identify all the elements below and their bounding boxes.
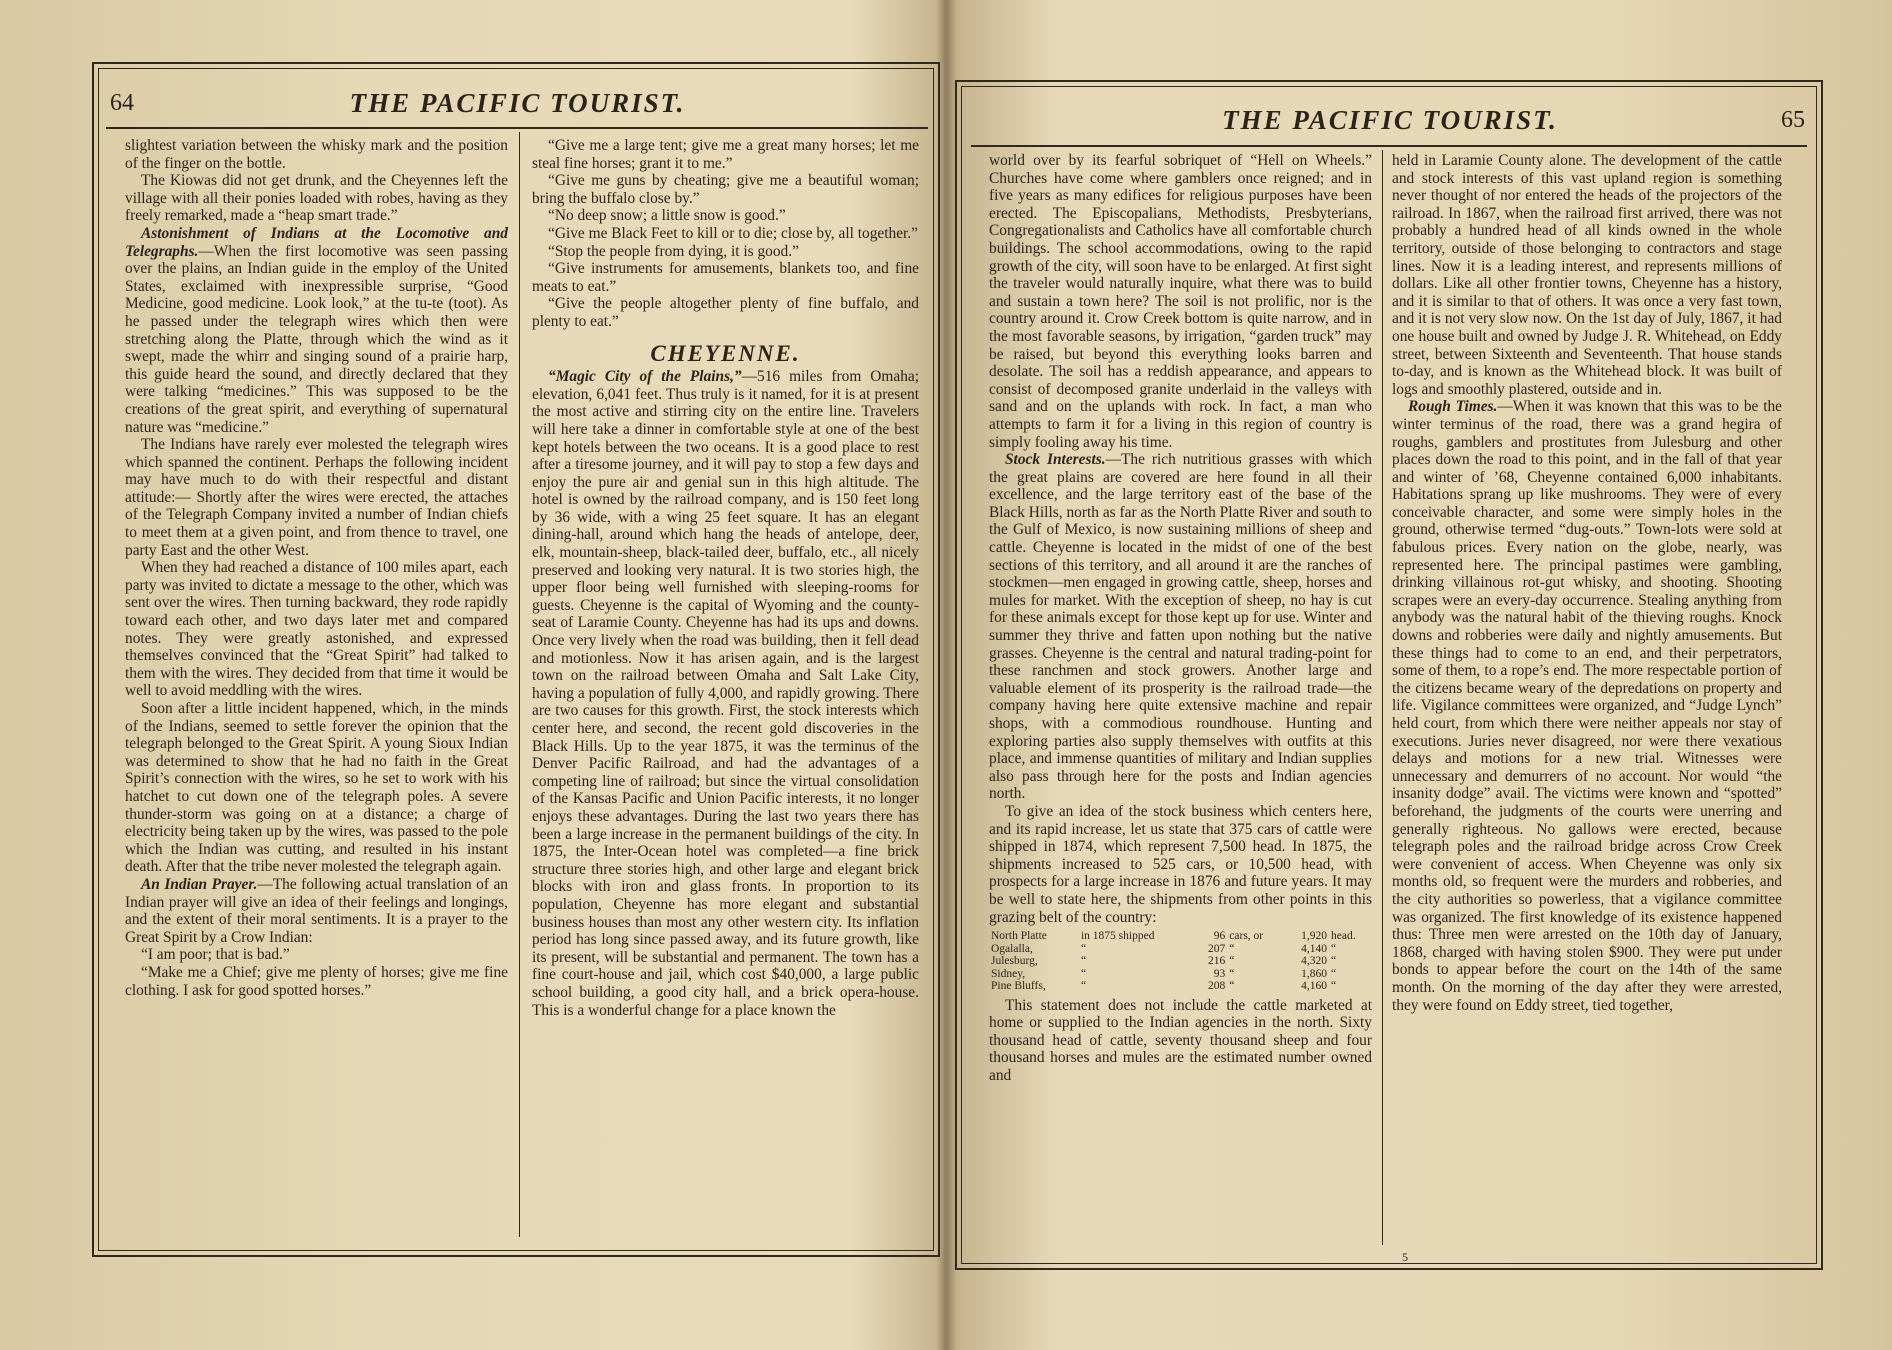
paragraph (532, 243, 919, 261)
left-column-b (532, 137, 919, 1232)
paragraph-subhead: “Magic City of the Plains,” (548, 368, 742, 386)
page-number-left: 64 (110, 90, 134, 116)
shipment-cars: 96 (1213, 930, 1226, 943)
shipment-unit: “ (1229, 980, 1235, 993)
shipments-table (989, 930, 1372, 993)
paragraph-subhead: Rough Times. (1408, 398, 1498, 416)
paragraph-subhead: Stock Interests. (1005, 451, 1106, 469)
right-column-b (1392, 152, 1782, 1242)
paragraph (989, 803, 1372, 926)
shipment-unit: “ (1229, 967, 1235, 980)
paragraph (125, 225, 508, 436)
table-row (989, 943, 1372, 956)
paragraph (532, 172, 919, 207)
shipment-year: “ (1080, 955, 1087, 968)
header-rule-left (106, 127, 928, 129)
paragraph-text: To give an idea of the stock business which centers here, and its rapid increase, let us state that 375 cars of cattle were shipped in 1874, which represent 7,500 head. In 1875, the shipments increased to 525 cars, or 10,500 head, with prospects for a large increase in 1876 and future years. It may be well to state here, the shipments from other points in this grazing belt of the country: (989, 802, 1372, 926)
header-rule-right (971, 145, 1807, 147)
paragraph-text: “Give me Black Feet to kill or to die; close by, all together.” (548, 224, 918, 242)
paragraph (1392, 398, 1782, 1014)
paragraph-text: “Give the people altogether plenty of fine buffalo, and plenty to eat.” (532, 295, 919, 330)
page-number-right: 65 (1781, 107, 1805, 133)
right-column-a (989, 152, 1372, 1242)
signature-mark: 5 (1402, 1250, 1408, 1264)
shipment-head: 4,140 (1301, 942, 1328, 955)
paragraph-text: held in Laramie County alone. The development of the cattle and stock interests of this vast upland region is something never thought of nor entered the heads of the projectors of the railroad. In 1867, when the railroad first arrived, there was not probably a hundred head of all kinds owned in the whole territory, outside of those belonging to contractors and stage lines. Now it is a leading interest, and represents millions of dollars. Like all other frontier towns, Cheyenne has a history, and it is similar to that of others. It was once a very fast town, and it is not very slow now. On the 1st day of July, 1867, it had one house built and owned by Judge J. R. Whitehead, on Eddy street, between Sixteenth and Seventeenth. That house stands to-day, and is known as the Whitehead block. It was built of logs and smoothly plastered, outside and in. (1392, 152, 1782, 398)
paragraph (125, 172, 508, 225)
shipment-place: North Platte (991, 930, 1047, 943)
table-row (989, 955, 1372, 968)
paragraph-subhead: An Indian Prayer. (141, 875, 258, 893)
table-row (989, 930, 1372, 943)
shipment-head: 4,160 (1301, 980, 1328, 993)
shipment-place: Sidney, (991, 967, 1026, 980)
shipment-year: in 1875 shipped (1080, 930, 1155, 943)
paragraph (125, 946, 508, 964)
paragraph (125, 964, 508, 999)
right-page-header (975, 105, 1805, 136)
paragraph-text: “Give me guns by cheating; give me a beautiful woman; bring the buffalo close by.” (532, 172, 919, 207)
paragraph-text: world over by its fearful sobriquet of “Hell on Wheels.” Churches have come where gamblers once reigned; and in five years as many edifices for religious purposes have been erected. The Episcopalians, Methodists, Presbyterians, Congregationalists and Catholics have all comfortable church buildings. The school accommodations, owing to the rapid growth of the city, will soon have to be enlarged. At first sight the traveler would naturally inquire, what there was to build and sustain a town here? The soil is not prolific, nor is the country around it. Crow Creek bottom is quite narrow, and in the most favorable seasons, by irrigation, “garden truck” may be raised, but beyond this everything looks barren and desolate. The soil has a reddish appearance, and appears to consist of decomposed granite underlaid in the valleys with sand and on the uplands with rock. In fact, a man who attempts to farm it for a living in this region of country is simply fooling away his time. (989, 152, 1372, 451)
paragraph (989, 152, 1372, 451)
column-divider-right (1382, 150, 1383, 1245)
table-row (989, 968, 1372, 981)
paragraph-text: “Make me a Chief; give me plenty of horses; give me fine clothing. I ask for good spotted horses.” (125, 963, 508, 999)
paragraph (532, 260, 919, 295)
paragraph-text: Soon after a little incident happened, which, in the minds of the Indians, seemed to settle forever the opinion that the telegraph belonged to the Great Spirit. A young Sioux Indian was determined to show that he had no faith in the Great Spirit’s connection with the wires, so he set to work with his hatchet to cut down one of the telegraph poles. A severe thunder-storm was going on at a distance; a charge of electricity being taken up by the wires, was passed to the pole which the Indian was cutting, and resulted in his instant death. After that the tribe never molested the telegraph again. (125, 700, 508, 876)
running-head-left: THE PACIFIC TOURIST. (349, 88, 686, 118)
paragraph (125, 700, 508, 876)
paragraph-subhead: Astonishment of Indians at the Locomotive and Telegraphs. (125, 224, 508, 260)
shipment-cars: 208 (1208, 980, 1226, 993)
paragraph (125, 436, 508, 559)
paragraph-text: “Give me a large tent; give me a great many horses; let me steal fine horses; grant it to me.” (532, 137, 919, 172)
shipment-head: 1,920 (1301, 930, 1328, 943)
column-divider-left (519, 132, 520, 1237)
paragraph (125, 559, 508, 700)
paragraph (532, 207, 919, 225)
shipment-tail: head. (1331, 930, 1356, 943)
paragraph-text: When they had reached a distance of 100 miles apart, each party was invited to dictate a message to the other, which was sent over the wires. Then turning backward, they rode rapidly toward each other, and two days later met and compared notes. They were greatly astonished, and expressed themselves convinced that the “Great Spirit” had talked to them with the wires. They decided from that time it would be well to avoid meddling with the wires. (125, 559, 508, 700)
paragraph (532, 137, 919, 172)
paragraph (532, 295, 919, 330)
paragraph (532, 225, 919, 243)
left-page (0, 0, 945, 1350)
shipment-tail: “ (1331, 967, 1337, 980)
shipment-cars: 207 (1208, 942, 1226, 955)
paragraph-text: —516 miles from Omaha; elevation, 6,041 feet. Thus truly is it named, for it is at present the most active and stirring city on the entire line. Travelers will here take a dinner in comfortable style at one of the best kept hotels between the two oceans. It is a good place to rest after a tiresome journey, and it will pay to stop a few days and enjoy the pure air and genial sun in this high altitude. The hotel is owned by the railroad company, and is 150 feet long by 36 wide, with a wing 25 feet square. It has an elegant dining-hall, around which hang the heads of antelope, deer, elk, mountain-sheep, black-tailed deer, buffalo, etc., all nicely preserved and looking very natural. It is two stories high, the upper floor being well furnished with sleeping-rooms for guests. Cheyenne is the capital of Wyoming and the county-seat of Laramie County. Cheyenne has had its ups and downs. Once very lively when the road was building, then it fell dead and motionless. Now it has arisen again, and is the largest town on the railroad between Omaha and Salt Lake City, having a population of fully 4,000, and rapidly growing. There are two causes for this growth. First, the stock interests which center here, and second, the recent gold discoveries in the Black Hills. Up to the year 1875, it was the terminus of the Denver Pacific Railroad, and had the advantages of a competing line of railroad; but since the virtual consolidation of the Kansas Pacific and Union Pacific interests, it no longer enjoys these advantages. During the last two years there has been a large increase in the permanent buildings of the city. In 1875, the Inter-Ocean hotel was completed—a fine brick structure three stories high, and other large and elegant brick blocks with iron and glass fronts. In proportion to its population, Cheyenne has more elegant and substantial business houses than most any other western city. Its inflation period has long since passed away, and its future growth, like its present, will be substantial and permanent. The town has a fine court-house and jail, which cost $40,000, a large public school building, a good city hall, and a brick opera-house. This is a wonderful change for a place known the (532, 368, 919, 1019)
paragraph-text: —The rich nutritious grasses with which the great plains are covered are here found in all their excellence, and the large territory east of the base of the Black Hills, north as far as the North Platte River and south to the Gulf of Mexico, is now sustaining millions of sheep and cattle. Cheyenne is located in the midst of one of the best sections of this territory, and all around it are the ranches of stockmen—men engaged in growing cattle, sheep, horses and mules for market. With the exception of sheep, no hay is cut for these animals except for those kept up for use. Winter and summer they thrive and fatten upon nothing but the native grasses. Cheyenne is the central and natural trading-point for these ranchmen and stock growers. Another large and valuable element of its prosperity is the railroad trade—the company having here quite extensive machine and repair shops, with a commodious roundhouse. Hunting and exploring parties also supply themselves with outfits at this place, and immense quantities of military and Indian supplies also pass through here for the posts and Indian agencies north. (989, 451, 1372, 803)
shipment-place: Ogalalla, (991, 942, 1033, 955)
shipment-tail: “ (1331, 980, 1337, 993)
table-row (989, 980, 1372, 993)
shipment-tail: “ (1331, 955, 1337, 968)
shipment-tail: “ (1331, 942, 1337, 955)
shipment-year: “ (1080, 967, 1087, 980)
section-title-cheyenne: CHEYENNE. (650, 340, 801, 366)
paragraph (989, 997, 1372, 1085)
shipment-head: 1,860 (1301, 967, 1328, 980)
paragraph-text: “Stop the people from dying, it is good.” (548, 242, 799, 260)
paragraph-text: This statement does not include the cattle marketed at home or supplied to the Indian agencies in the north. Sixty thousand head of cattle, seventy thousand sheep and four thousand horses and mules are the estimated number owned and (989, 996, 1372, 1084)
shipment-year: “ (1080, 980, 1087, 993)
paragraph-text: The Kiowas did not get drunk, and the Cheyennes left the village with all their ponies loaded with robes, having as they freely remarked, made a “heap smart trade.” (125, 172, 508, 225)
shipment-head: 4,320 (1301, 955, 1328, 968)
running-head-right: THE PACIFIC TOURIST. (1222, 105, 1558, 135)
shipment-unit: “ (1229, 955, 1235, 968)
shipment-place: Julesburg, (991, 955, 1038, 968)
paragraph-text: —When it was known that this was to be the winter terminus of the road, there was a grand hegira of roughs, gamblers and prostitutes from Julesburg and other places down the road to this point, and in the fall of that year and winter of ’68, Cheyenne contained 6,000 inhabitants. Habitations sprang up like mushrooms. They were of every conceivable character, and some were simply holes in the ground, otherwise termed “dug-outs.” Town-lots were sold at fabulous prices. Every nation on the globe, nearly, was represented here. The principal pastimes were gambling, drinking villainous rot-gut whisky, and shooting. Shooting scrapes were an every-day occurrence. Stealing anything from anybody was the natural habit of the thieving roughs. Knock downs and robberies were daily and nightly amusements. But these things had to come to an end, and their perpetrators, some of them, to a rope’s end. The more respectable portion of the citizens became weary of the depredations on property and life. Vigilance committees were organized, and “Judge Lynch” held court, from which there were neither appeals nor stay of executions. Juries never disagreed, nor were there vexatious delays and motions for a new trial. Witnesses were unnecessary and demurrers of no account. Nor would “the insanity dodge” avail. The victims were known and “spotted” beforehand, the judgments of the courts were unerring and generally righteous. No gallows were erected, because telegraph poles and the railroad bridge across Crow Creek were convenient of access. When Cheyenne was only six months old, so frequent were the murders and robberies, and the city authorities so powerless, that a vigilance committee was organized. The first knowledge of its existence happened thus: Three men were arrested on the 10th day of January, 1868, charged with having stolen $900. They were put under bonds to appear before the court on the 14th of the same month. On the morning of the day after they were arrested, they were found on Eddy street, tied together, (1392, 398, 1782, 1014)
paragraph-text: “No deep snow; a little snow is good.” (548, 207, 786, 225)
shipment-year: “ (1080, 942, 1087, 955)
paragraph-text: “Give instruments for amusements, blankets too, and fine meats to eat.” (532, 260, 919, 295)
left-page-header (110, 88, 925, 119)
paragraph (1392, 152, 1782, 398)
paragraph-text: —When the first locomotive was seen passing over the plains, an Indian guide in the employ of the United States, exclaimed with inexpressible surprise, “Good Medicine, good medicine. Look look,” at the tu-te (toot). As he passed under the telegraph wires which then were stretching along the Platte, through which the wind as it swept, made the whirr and singing sound of a prairie harp, this guide heard the sound, and directly declared that they were talking “medicines.” This was supposed to be the creations of the great spirit, and everything of supernatural nature was “medicine.” (125, 242, 508, 436)
shipment-unit: “ (1229, 942, 1235, 955)
paragraph (532, 368, 919, 1019)
paragraph-text: The Indians have rarely ever molested the telegraph wires which spanned the continent. Perhaps the following incident may have much to do with their respectful and distant attitude:— Shortly after the wires were erected, the attaches of the Telegraph Company invited a number of Indian chiefs to meet them at a given point, and from thence to travel, one party East and the other West. (125, 436, 508, 559)
shipment-place: Pine Bluffs, (991, 980, 1046, 993)
paragraph (125, 876, 508, 946)
paragraph (125, 137, 508, 172)
shipment-cars: 216 (1208, 955, 1226, 968)
left-column-a (125, 137, 508, 1232)
paragraph-text: “I am poor; that is bad.” (141, 946, 290, 964)
paragraph (989, 451, 1372, 803)
paragraph-text: —The following actual translation of an Indian prayer will give an idea of their feelings and longings, and the extent of their moral sentiments. It is a prayer to the Great Spirit by a Crow Indian: (125, 875, 508, 946)
shipment-unit: cars, or (1229, 930, 1264, 943)
shipment-cars: 93 (1213, 967, 1226, 980)
right-page (947, 0, 1892, 1350)
paragraph-text: slightest variation between the whisky mark and the position of the finger on the bottle. (125, 137, 508, 172)
